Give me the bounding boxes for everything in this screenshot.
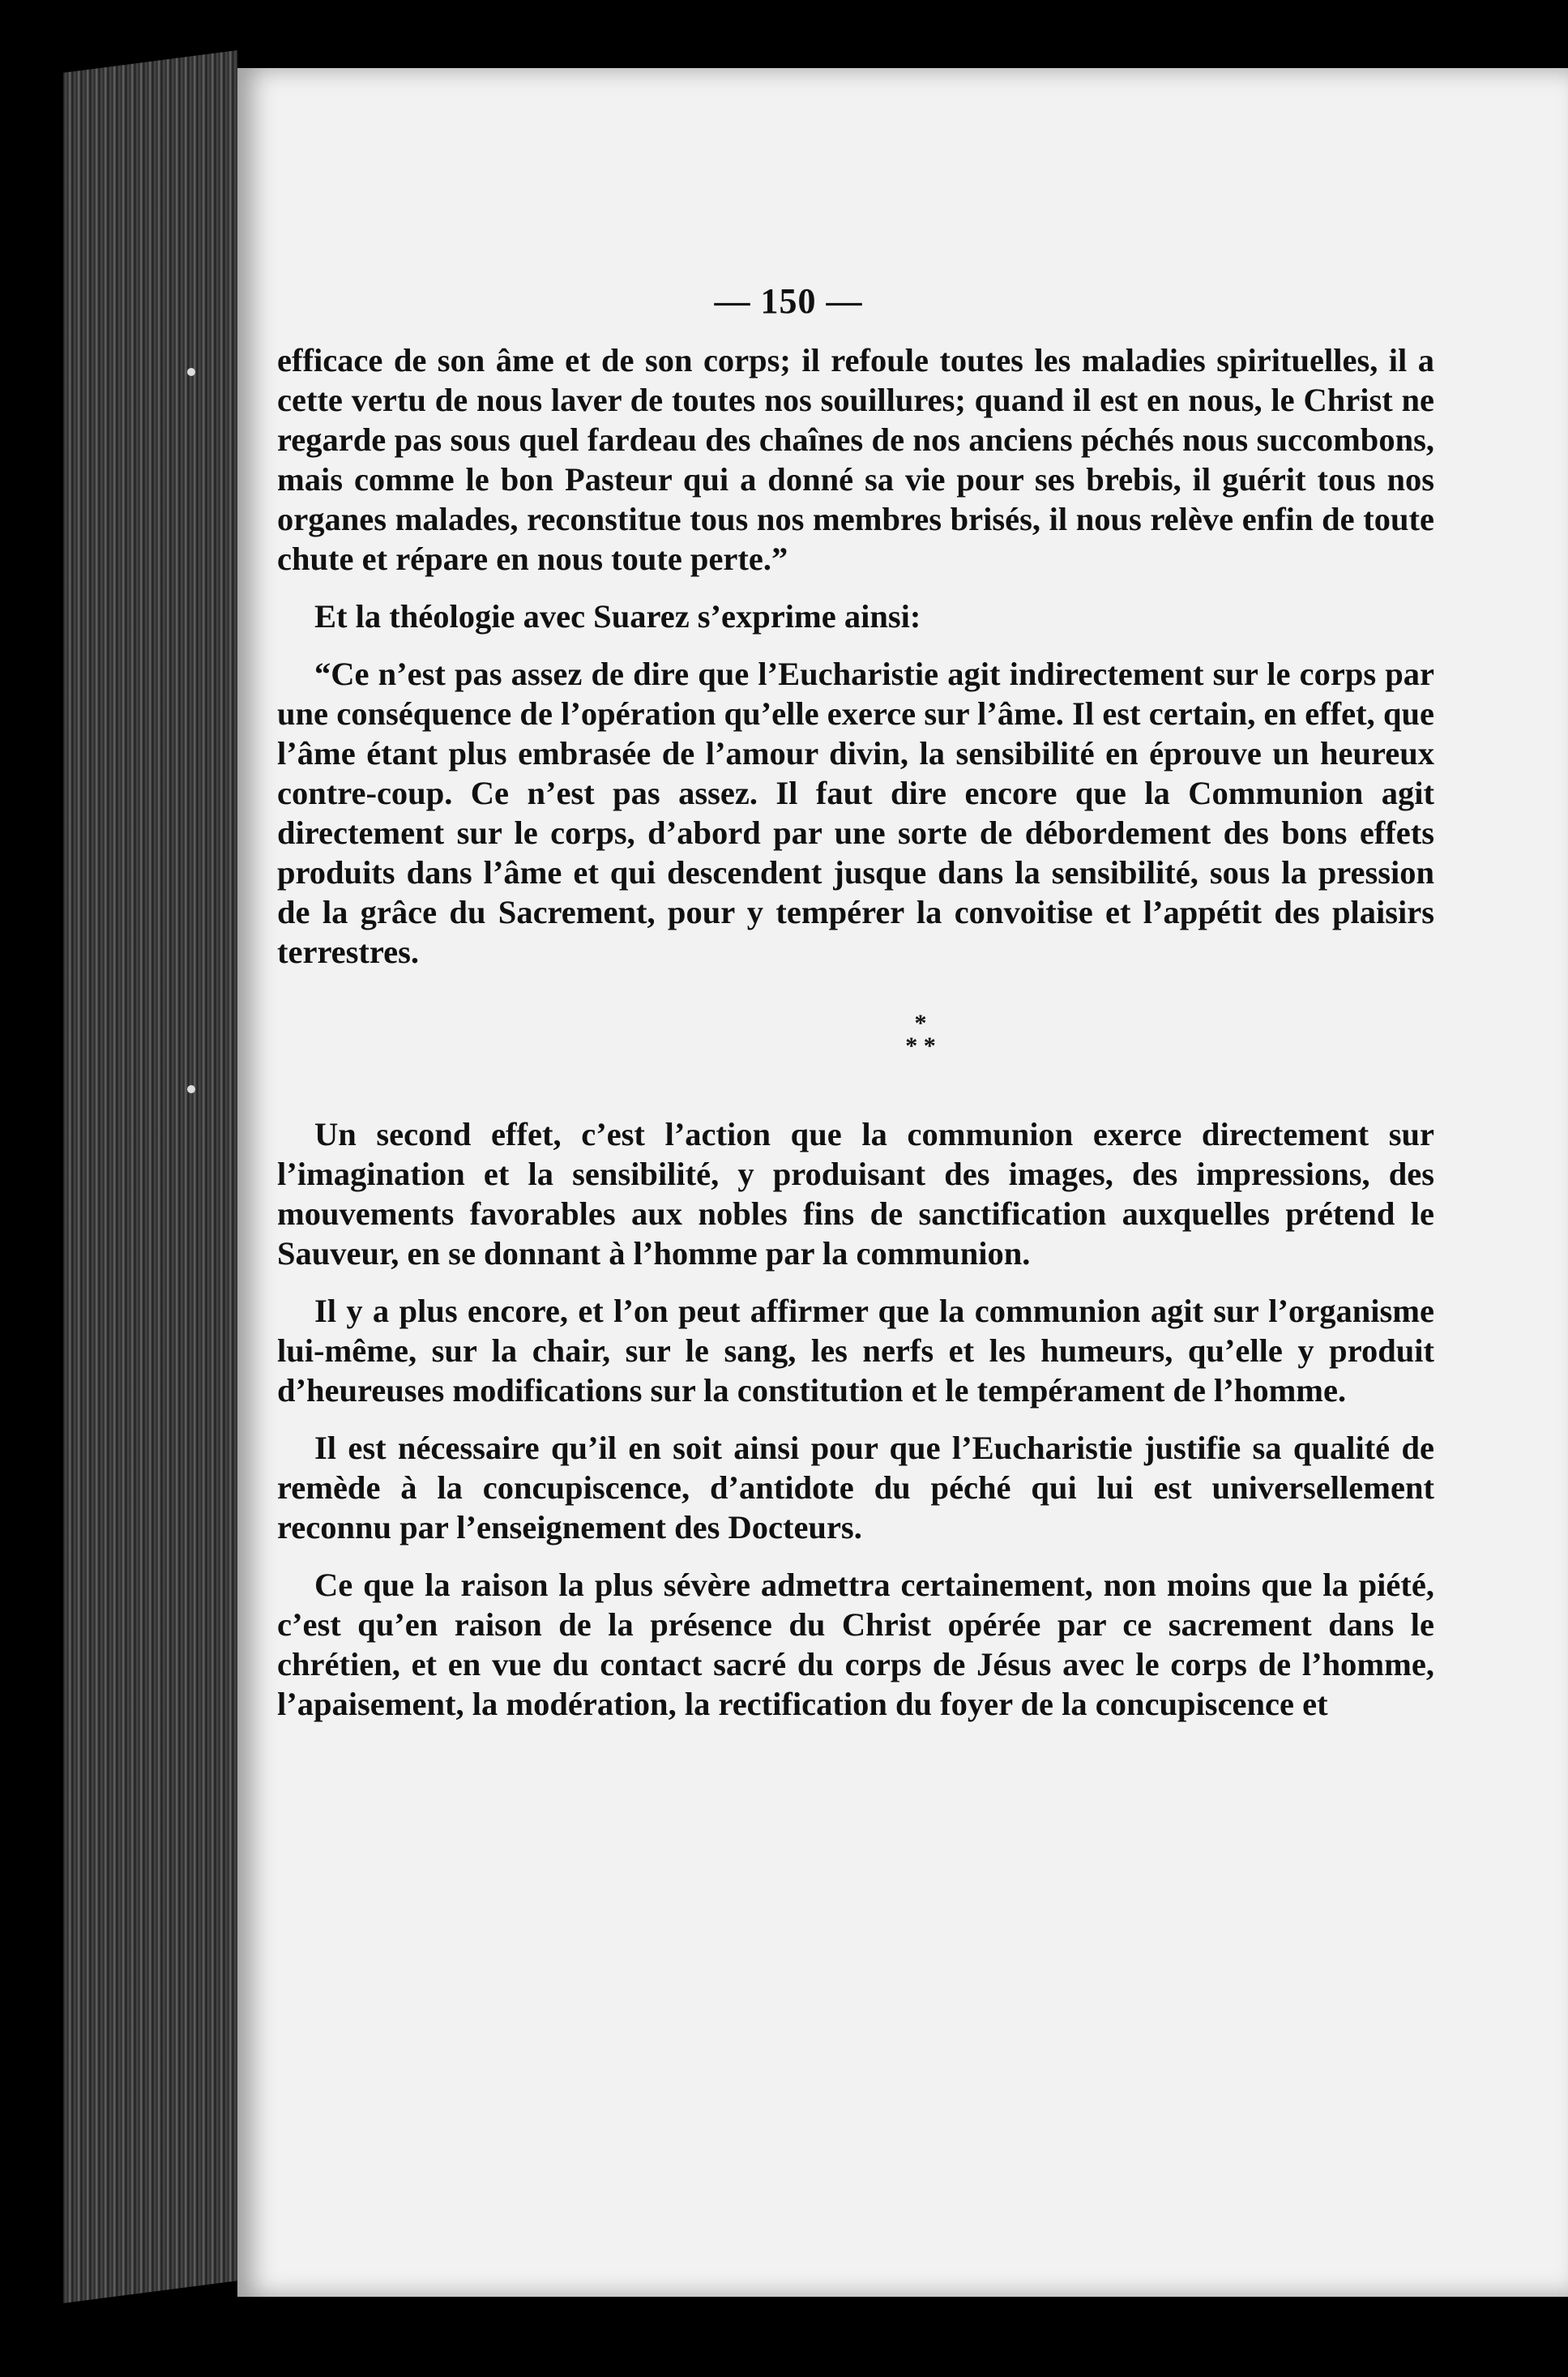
paragraph: Il est nécessaire qu’il en soit ainsi pour que l’Eucharistie justifie sa qualité de remède à la concupiscence, d’antidote du péché qui lui est universellement reconnu par l’enseignement des Docteurs.: [277, 1430, 1434, 1545]
page-number: — 150 —: [714, 281, 863, 321]
section-separator-asterism: [277, 1012, 1434, 1058]
paragraph: Et la théologie avec Suarez s’exprime ainsi:: [314, 598, 921, 635]
paragraph: efficace de son âme et de son corps; il refoule toutes les maladies spirituelles, il a cette vertu de nous laver de toutes nos souillures; quand il est en nous, le Christ ne regarde pas sous quel fardeau des chaînes de nos anciens péchés nous succombons, mais comme le bon Pasteur qui a donné sa vie pour ses brebis, il guérit tous nos organes malades, reconstitue tous nos membres brisés, il nous relève enfin de toute chute et répare en nous toute perte.”: [277, 342, 1434, 577]
paragraph: Un second effet, c’est l’action que la communion exerce directement sur l’imagination et la sensibilité, y produisant des images, des impressions, des mouvements favorables aux nobles fins de sanctification auxquelles prétend le Sauveur, en se donnant à l’homme par la communion.: [277, 1116, 1434, 1272]
scan-speck: [187, 1085, 195, 1093]
quote-paragraph: “Ce n’est pas assez de dire que l’Eucharistie agit indirectement sur le corps par une conséquence de l’opération qu’elle exerce sur l’âme. Il est certain, en effet, que l’âme étant plus embrasée de l’amour divin, la sensibilité en éprouve un heureux contre-coup. Ce n’est pas assez. Il faut dire encore que la Communion agit directement sur le corps, d’abord par une sorte de débordement des bons effets produits dans l’âme et qui descendent jusque dans la sensibilité, sous la pression de la grâce du Sacrement, pour y tempérer la convoitise et l’appétit des plaisirs terrestres.: [277, 656, 1434, 970]
asterism-bottom: * *: [905, 1032, 936, 1059]
asterism-top: *: [914, 1010, 927, 1037]
paragraph: Ce que la raison la plus sévère admettra certainement, non moins que la piété, c’est qu’en raison de la présence du Christ opérée par ce sacrement dans le chrétien, et en vue du contact sacré du corps de Jésus avec le corps de l’homme, l’apaisement, la modération, la rectification du foyer de la concupiscence et: [277, 1567, 1434, 1722]
scan-speck: [187, 368, 195, 376]
paragraph: Il y a plus encore, et l’on peut affirmer que la communion agit sur l’organisme lui-même, sur la chair, sur le sang, les nerfs et les humeurs, qu’elle y produit d’heureuses modifications sur la constitution et le tempérament de l’homme.: [277, 1293, 1434, 1409]
book-page-edges: [63, 50, 237, 2303]
body-text: [277, 340, 1434, 1742]
